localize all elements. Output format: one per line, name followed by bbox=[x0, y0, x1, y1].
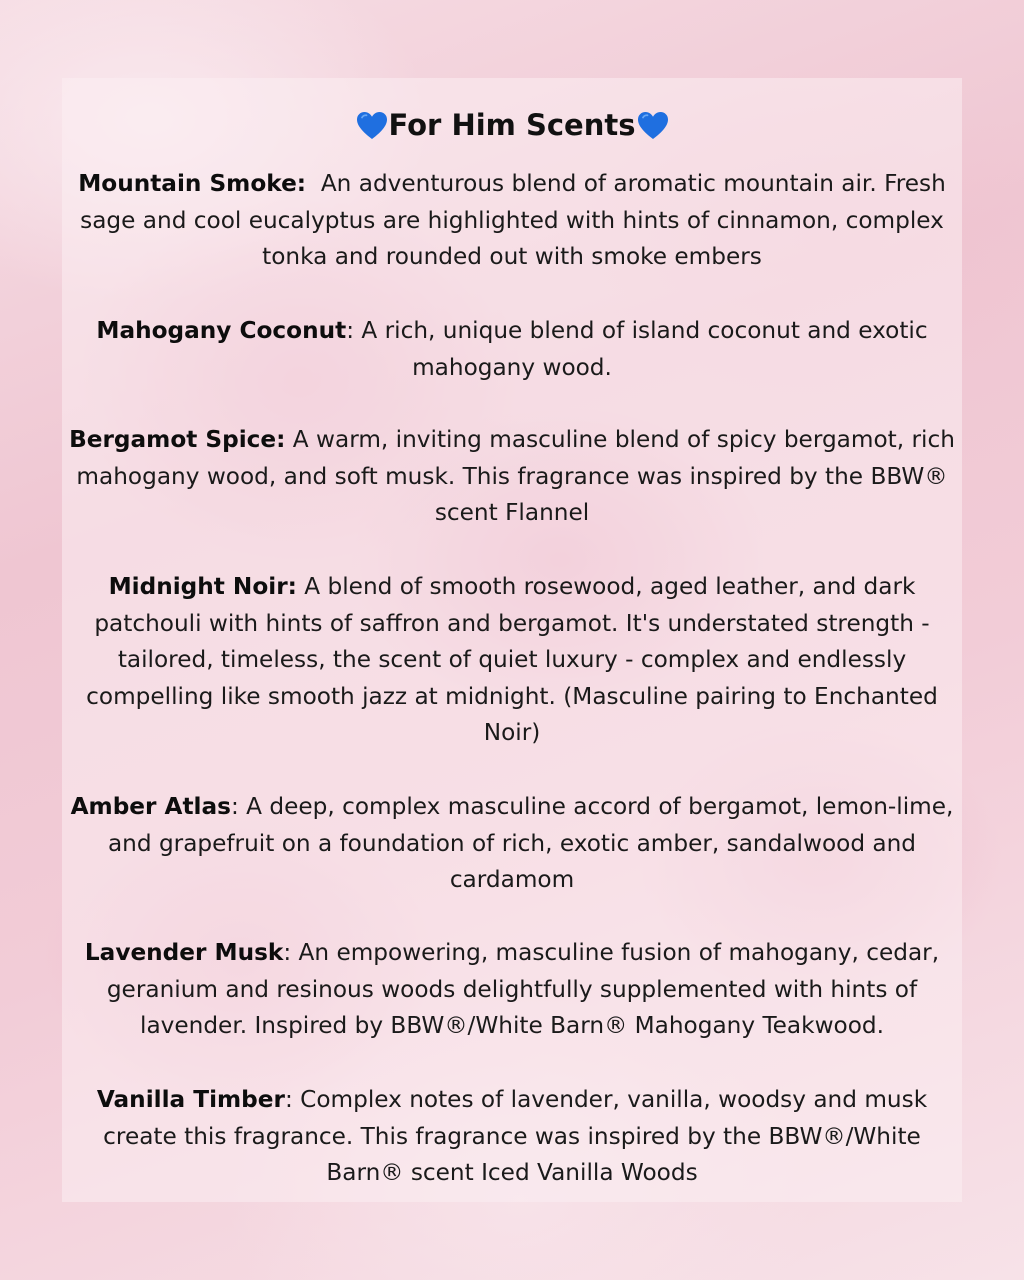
scent-name: Mahogany Coconut bbox=[96, 317, 347, 344]
scent-entry-lavender-musk bbox=[62, 935, 962, 1045]
page-title-text: For Him Scents bbox=[388, 108, 636, 142]
scent-description: A blend of smooth rosewood, aged leather, and dark patchouli with hints of saffron and bergamot. It's understated strength - tailored, timeless, the scent of quiet luxury - complex and endlessly compelling like smooth jazz at midnight. (Masculine pairing to Enchanted Noir) bbox=[86, 573, 938, 747]
scent-entry-bergamot-spice bbox=[62, 422, 962, 532]
scent-entry-mountain-smoke bbox=[62, 166, 962, 276]
blue-heart-icon bbox=[356, 109, 388, 153]
scent-entry-midnight-noir bbox=[62, 569, 962, 752]
scent-name: Lavender Musk bbox=[84, 939, 284, 966]
scent-description: A warm, inviting masculine blend of spicy bergamot, rich mahogany wood, and soft musk. This fragrance was inspired by the BBW® scent Flannel bbox=[76, 426, 955, 527]
scent-entry-amber-atlas bbox=[62, 789, 962, 899]
scent-name: Bergamot Spice: bbox=[69, 426, 286, 453]
scent-description: : Complex notes of lavender, vanilla, woodsy and musk create this fragrance. This fragrance was inspired by the BBW®/White Barn® scent Iced Vanilla Woods bbox=[103, 1086, 928, 1187]
scent-description: : A rich, unique blend of island coconut and exotic mahogany wood. bbox=[346, 317, 928, 381]
scent-description: : A deep, complex masculine accord of bergamot, lemon-lime, and grapefruit on a foundation of rich, exotic amber, sandalwood and cardamom bbox=[107, 793, 954, 894]
page-title bbox=[62, 103, 962, 153]
scent-name: Mountain Smoke: bbox=[78, 170, 307, 197]
scent-entry-vanilla-timber bbox=[62, 1082, 962, 1192]
scent-name: Amber Atlas bbox=[70, 793, 231, 820]
scent-description: : An empowering, masculine fusion of mahogany, cedar, geranium and resinous woods delightfully supplemented with hints of lavender. Inspired by BBW®/White Barn® Mahogany Teakwood. bbox=[106, 939, 940, 1040]
scent-name: Midnight Noir: bbox=[108, 573, 297, 600]
blue-heart-icon bbox=[637, 109, 669, 153]
scent-name: Vanilla Timber bbox=[96, 1086, 285, 1113]
scent-entry-mahogany-coconut bbox=[62, 313, 962, 386]
scent-description: An adventurous blend of aromatic mountain air. Fresh sage and cool eucalyptus are highlighted with hints of cinnamon, complex tonka and rounded out with smoke embers bbox=[80, 170, 954, 271]
